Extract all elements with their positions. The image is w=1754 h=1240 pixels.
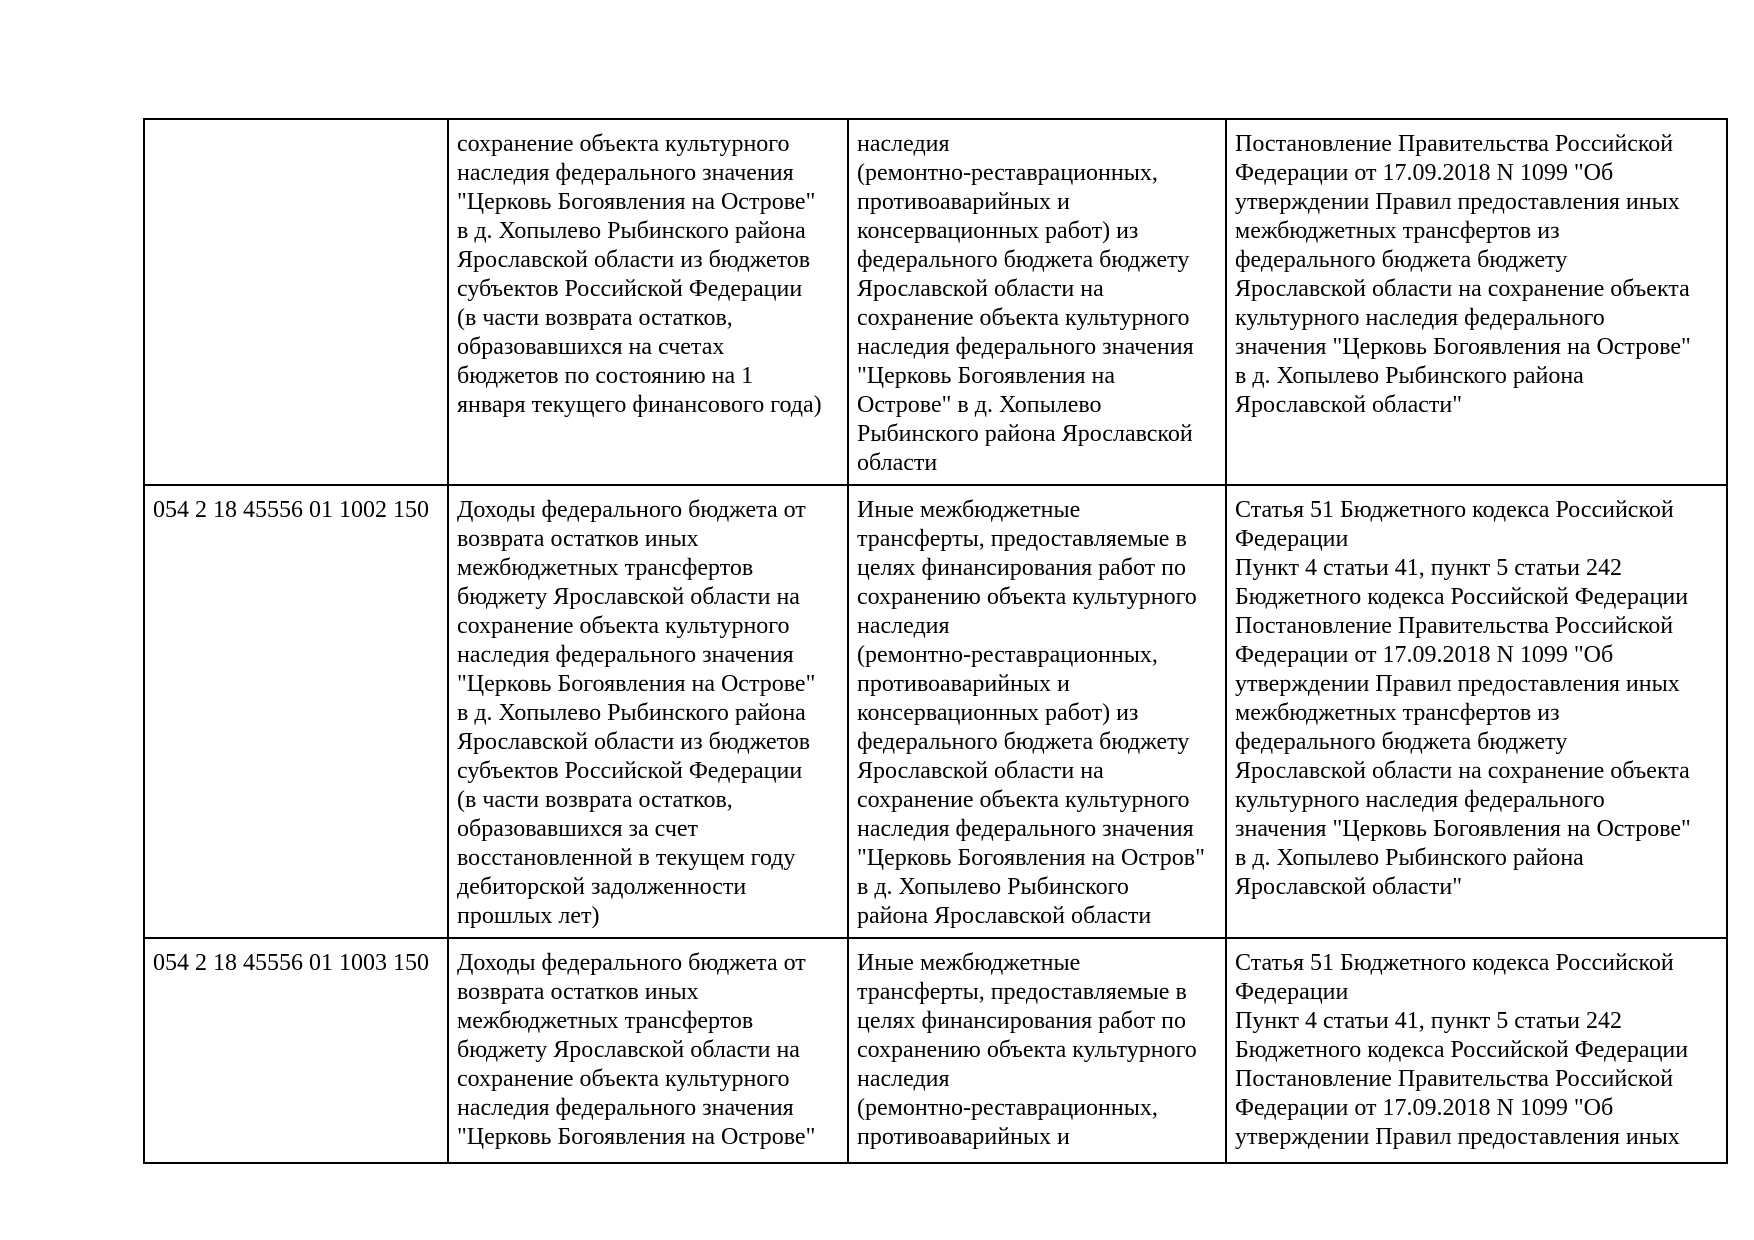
cell-income-name: сохранение объекта культурного наследия федерального значения "Церковь Богоявления на Острове" в д. Хопылево Рыбинского района Ярославской области из бюджетов субъектов Российской Федерации (в части возврата остатков, образовавшихся на счетах бюджетов по состоянию на 1 января текущего финансового года)	[448, 119, 848, 485]
table-row	[144, 938, 1727, 1163]
budget-classification-table	[143, 118, 1728, 1164]
cell-budget-code	[144, 119, 448, 485]
cell-legal-basis: Статья 51 Бюджетного кодекса Российской Федерации Пункт 4 статьи 41, пункт 5 статьи 242 Бюджетного кодекса Российской Федерации Постановление Правительства Российской Федерации от 17.09.2018 N 1099 "Об утверждении Правил предоставления иных межбюджетных трансфертов из федерального бюджета бюджету Ярославской области на сохранение объекта культурного наследия федерального значения "Церковь Богоявления на Острове" в д. Хопылево Рыбинского района Ярославской области"	[1226, 485, 1727, 938]
cell-income-name: Доходы федерального бюджета от возврата остатков иных межбюджетных трансфертов бюджету Ярославской области на сохранение объекта культурного наследия федерального значения "Церковь Богоявления на Острове" в д. Хопылево Рыбинского района Ярославской области из бюджетов субъектов Российской Федерации (в части возврата остатков, образовавшихся за счет восстановленной в текущем году дебиторской задолженности прошлых лет)	[448, 485, 848, 938]
cell-budget-code: 054 2 18 45556 01 1002 150	[144, 485, 448, 938]
cell-legal-basis: Статья 51 Бюджетного кодекса Российской Федерации Пункт 4 статьи 41, пункт 5 статьи 242 Бюджетного кодекса Российской Федерации Постановление Правительства Российской Федерации от 17.09.2018 N 1099 "Об утверждении Правил предоставления иных	[1226, 938, 1727, 1163]
cell-income-name: Доходы федерального бюджета от возврата остатков иных межбюджетных трансфертов бюджету Ярославской области на сохранение объекта культурного наследия федерального значения "Церковь Богоявления на Острове"	[448, 938, 848, 1163]
cell-legal-basis: Постановление Правительства Российской Федерации от 17.09.2018 N 1099 "Об утверждении Правил предоставления иных межбюджетных трансфертов из федерального бюджета бюджету Ярославской области на сохранение объекта культурного наследия федерального значения "Церковь Богоявления на Острове" в д. Хопылево Рыбинского района Ярославской области"	[1226, 119, 1727, 485]
cell-transfer-name: наследия (ремонтно-реставрационных, противоаварийных и консервационных работ) из федерального бюджета бюджету Ярославской области на сохранение объекта культурного наследия федерального значения "Церковь Богоявления на Острове" в д. Хопылево Рыбинского района Ярославской области	[848, 119, 1226, 485]
table-row	[144, 485, 1727, 938]
cell-transfer-name: Иные межбюджетные трансферты, предоставляемые в целях финансирования работ по сохранению объекта культурного наследия (ремонтно-реставрационных, противоаварийных и консервационных работ) из федерального бюджета бюджету Ярославской области на сохранение объекта культурного наследия федерального значения "Церковь Богоявления на Остров" в д. Хопылево Рыбинского района Ярославской области	[848, 485, 1226, 938]
cell-budget-code: 054 2 18 45556 01 1003 150	[144, 938, 448, 1163]
table-row	[144, 119, 1727, 485]
cell-transfer-name: Иные межбюджетные трансферты, предоставляемые в целях финансирования работ по сохранению объекта культурного наследия (ремонтно-реставрационных, противоаварийных и	[848, 938, 1226, 1163]
